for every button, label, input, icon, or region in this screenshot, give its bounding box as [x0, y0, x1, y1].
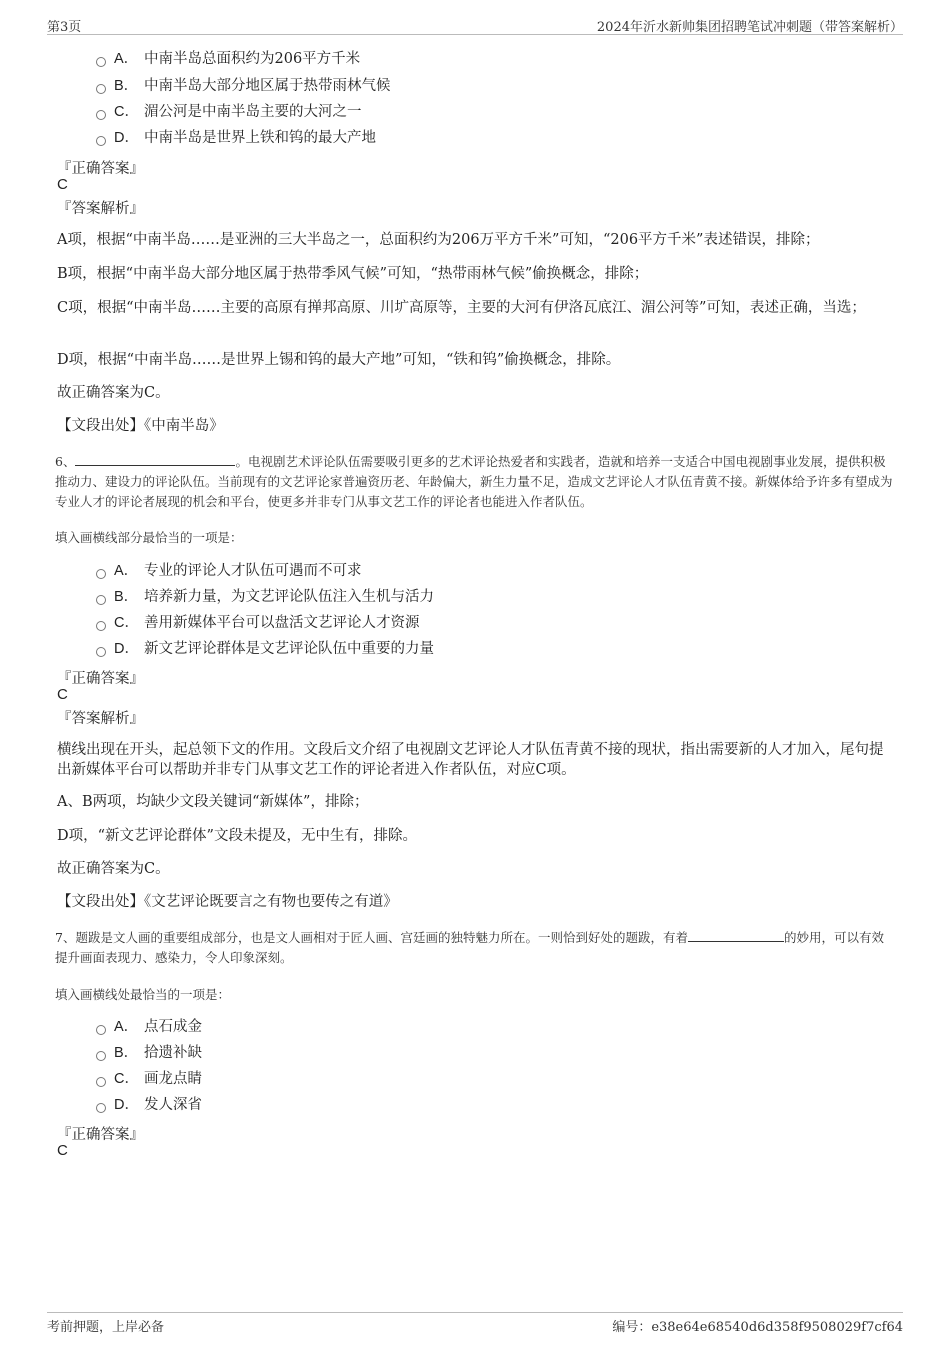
q6-stem: 6、 。电视剧艺术评论队伍需要吸引更多的艺术评论热爱者和实践者，造就和培养一支适合中国电视剧事业发展，提供积极推动力、建设力的评论队伍。当前现有的文艺评论家普遍资历老、年龄偏大，新生力量不足，造成文艺评论人才队伍青黄不接。新媒体给予许多有望成为专业人才的评论者展现的机会和平台，使更多并非专门从事文艺工作的评论者也能进入作者队伍。 [55, 454, 893, 509]
q6-analysis-ab: A、B两项，均缺少文段关键词“新媒体”，排除； [57, 794, 369, 810]
q7-option-d[interactable]: D． 发人深省 [96, 1095, 202, 1115]
radio-icon[interactable] [96, 647, 106, 657]
radio-icon[interactable] [96, 1051, 106, 1061]
q6-prompt: 填入画横线部分最恰当的一项是： [55, 530, 243, 545]
q7-option-c[interactable]: C． 画龙点睛 [96, 1069, 202, 1089]
radio-icon[interactable] [96, 57, 106, 67]
q5-analysis-d: D项，根据“中南半岛……是世界上锡和钨的最大产地”可知，“铁和钨”偷换概念，排除。 [57, 352, 621, 368]
footer-slogan: 考前押题，上岸必备 [47, 1320, 165, 1335]
q7-answer-label: 『正确答案』 [57, 1127, 144, 1143]
radio-icon[interactable] [96, 569, 106, 579]
q5-source: 【文段出处】《中南半岛》 [57, 418, 224, 434]
q6-conclusion: 故正确答案为C。 [57, 861, 170, 877]
radio-icon[interactable] [96, 621, 106, 631]
radio-icon[interactable] [96, 1103, 106, 1113]
q5-analysis-label: 『答案解析』 [57, 201, 144, 217]
q7-stem: 7、题跋是文人画的重要组成部分，也是文人画相对于匠人画、宫廷画的独特魅力所在。一则恰到好处的题跋，有着 的妙用，可以有效提升画面表现力、感染力，令人印象深刻。 [55, 930, 884, 965]
radio-icon[interactable] [96, 1077, 106, 1087]
q5-conclusion: 故正确答案为C。 [57, 385, 170, 401]
page-header [47, 14, 903, 35]
q5-analysis-c: C项，根据“中南半岛……主要的高原有掸邦高原、川圹高原等，主要的大河有伊洛瓦底江、湄公河等”可知，表述正确，当选； [57, 300, 866, 316]
q5-option-d[interactable]: D． 中南半岛是世界上铁和钨的最大产地 [96, 128, 376, 148]
q6-answer-label: 『正确答案』 [57, 671, 144, 687]
q6-option-d[interactable]: D． 新文艺评论群体是文艺评论队伍中重要的力量 [96, 639, 434, 659]
q6-blank [75, 452, 235, 466]
radio-icon[interactable] [96, 1025, 106, 1035]
q6-source: 【文段出处】《文艺评论既要言之有物也要传之有道》 [57, 894, 398, 910]
q7-option-b[interactable]: B． 拾遗补缺 [96, 1043, 202, 1063]
radio-icon[interactable] [96, 595, 106, 605]
q6-option-a[interactable]: A． 专业的评论人才队伍可遇而不可求 [96, 561, 362, 581]
radio-icon[interactable] [96, 110, 106, 120]
q5-option-b[interactable]: B． 中南半岛大部分地区属于热带雨林气候 [96, 76, 391, 96]
q5-answer-label: 『正确答案』 [57, 161, 144, 177]
q6-option-c[interactable]: C． 善用新媒体平台可以盘活文艺评论人才资源 [96, 613, 420, 633]
q7-option-a[interactable]: A． 点石成金 [96, 1017, 202, 1037]
q7-prompt: 填入画横线处最恰当的一项是： [55, 987, 231, 1002]
q5-option-c[interactable]: C． 湄公河是中南半岛主要的大河之一 [96, 102, 362, 122]
q7-answer: C [57, 1142, 68, 1159]
q5-option-a[interactable]: A． 中南半岛总面积约为206平方千米 [96, 49, 360, 69]
q6-analysis-main: 横线出现在开头，起总领下文的作用。文段后文介绍了电视剧文艺评论人才队伍青黄不接的现状，指出需要新的人才加入，尾句提出新媒体平台可以帮助并非专门从事文艺工作的评论者进入作者队伍，对应C项。 [57, 742, 884, 778]
document-title: 2024年沂水新帅集团招聘笔试冲刺题（带答案解析） [596, 20, 903, 35]
page-footer [47, 1312, 903, 1335]
radio-icon[interactable] [96, 136, 106, 146]
page-number: 第3页 [47, 20, 82, 35]
radio-icon[interactable] [96, 84, 106, 94]
q5-analysis-b: B项，根据“中南半岛大部分地区属于热带季风气候”可知，“热带雨林气候”偷换概念，排除； [57, 266, 649, 282]
document-id: 编号：e38e64e68540d6d358f9508029f7cf64 [612, 1320, 903, 1335]
q6-analysis-d: D项，“新文艺评论群体”文段未提及，无中生有，排除。 [57, 828, 417, 844]
q6-analysis-label: 『答案解析』 [57, 711, 144, 727]
q5-analysis-a: A项，根据“中南半岛……是亚洲的三大半岛之一，总面积约为206万平方千米”可知，“206平方千米”表述错误，排除； [57, 232, 820, 248]
q7-blank [688, 928, 784, 942]
q5-answer: C [57, 176, 68, 193]
q6-option-b[interactable]: B． 培养新力量，为文艺评论队伍注入生机与活力 [96, 587, 434, 607]
q6-answer: C [57, 686, 68, 703]
